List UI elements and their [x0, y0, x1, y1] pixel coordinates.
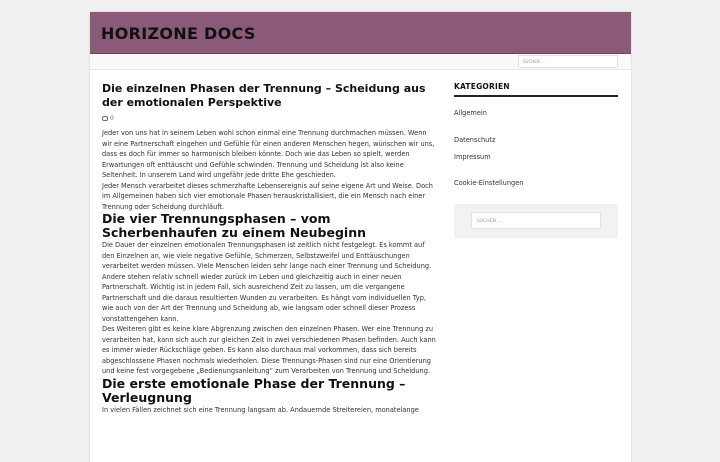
paragraph: Jeder Mensch verarbeitet dieses schmerzhafte Lebensereignis auf seine eigene Art und Weise. Doch im Allgemeinen haben sich vier emotionale Phasen herauskristallisiert, die ein Mensch nach einer Trennung oder Scheidung durchläuft.	[102, 181, 433, 211]
category-link-datenschutz[interactable]: Datenschutz	[454, 136, 496, 144]
page-container	[90, 12, 631, 462]
section-heading: Die erste emotionale Phase der Trennung – Verleugnung	[102, 375, 406, 405]
paragraph: Jeder von uns hat in seinem Leben wohl schon einmal eine Trennung durchmachen müssen. Wenn wir eine Partnerschaft eingehen und Gefühle für einen anderen Menschen hegen, wünschen wir uns, dass es doch für immer so harmonisch bleiben könnte. Doch wie das Leben so spielt, werden Erwartungen oft enttäuscht und Gefühle schwinden. Trennung und Scheidung ist also keine Seltenheit. In unserem Land wird ungefähr jede dritte Ehe geschieden.	[102, 129, 435, 179]
category-link-impressum[interactable]: Impressum	[454, 153, 491, 161]
category-link-cookie-einstellungen[interactable]: Cookie-Einstellungen	[454, 179, 524, 187]
comment-count-link[interactable]	[102, 113, 438, 123]
sidebar	[454, 82, 618, 224]
nav-bar	[90, 54, 631, 70]
paragraph: Die Dauer der einzelnen emotionalen Trennungsphasen ist zeitlich nicht festgelegt. Es kommt auf den Einzelnen an, wie viele negative Gefühle, Schmerzen, Selbstzweifel und Enttäuschungen verarbeitet werden müssen. Viele Menschen leiden sehr lange nach einer Trennung und Scheidung. Andere stehen relativ schnell wieder zurück im Leben und gleichzeitig auch in einer neuen Partnerschaft. Wichtig ist in jedem Fall, sich ausreichend Zeit zu lassen, um die vergangene Partnerschaft und die daraus resultierten Wunden zu verarbeiten. Es hängt vom individuellen Typ, wie auch von der Art der Trennung und Scheidung ab, wie langsam oder schnell dieser Prozess vonstattengehen kann.	[102, 241, 432, 323]
comment-icon	[102, 116, 108, 121]
comment-count: 0	[110, 114, 114, 122]
article	[102, 82, 438, 415]
site-title[interactable]: HORIZONE DOCS	[101, 24, 256, 43]
category-link-allgemein[interactable]: Allgemein	[454, 109, 487, 117]
post-title[interactable]: Die einzelnen Phasen der Trennung – Scheidung aus der emotionalen Perspektive	[102, 82, 426, 109]
section-heading: Die vier Trennungsphasen – vom Scherbenhaufen zu einem Neubeginn	[102, 211, 367, 240]
sidebar-search-input[interactable]: SUCHEN ...	[471, 212, 601, 229]
search-widget	[454, 204, 618, 238]
widget-title: KATEGORIEN	[454, 82, 618, 97]
header-search-input[interactable]: SUCHEN ...	[518, 55, 618, 68]
paragraph: In vielen Fällen zeichnet sich eine Trennung langsam ab. Andauernde Streitereien, monatelange	[102, 405, 419, 414]
site-header	[90, 12, 631, 54]
paragraph: Des Weiteren gibt es keine klare Abgrenzung zwischen den einzelnen Phasen. Wer eine Trennung zu verarbeiten hat, kann sich auch zur gleichen Zeit in zwei verschiedenen Phasen befinden. Auch kann es immer wieder Rückschläge geben. Es kann also durchaus mal vorkommen, dass sich bereits abgeschlossene Phasen nochmals wiederholen. Diese Trennungs-Phasen sind nur eine Orientierung und keine fest vorgegebene „Bedienungsanleitung“ zum Verarbeiten von Trennung und Scheidung.	[102, 325, 436, 375]
